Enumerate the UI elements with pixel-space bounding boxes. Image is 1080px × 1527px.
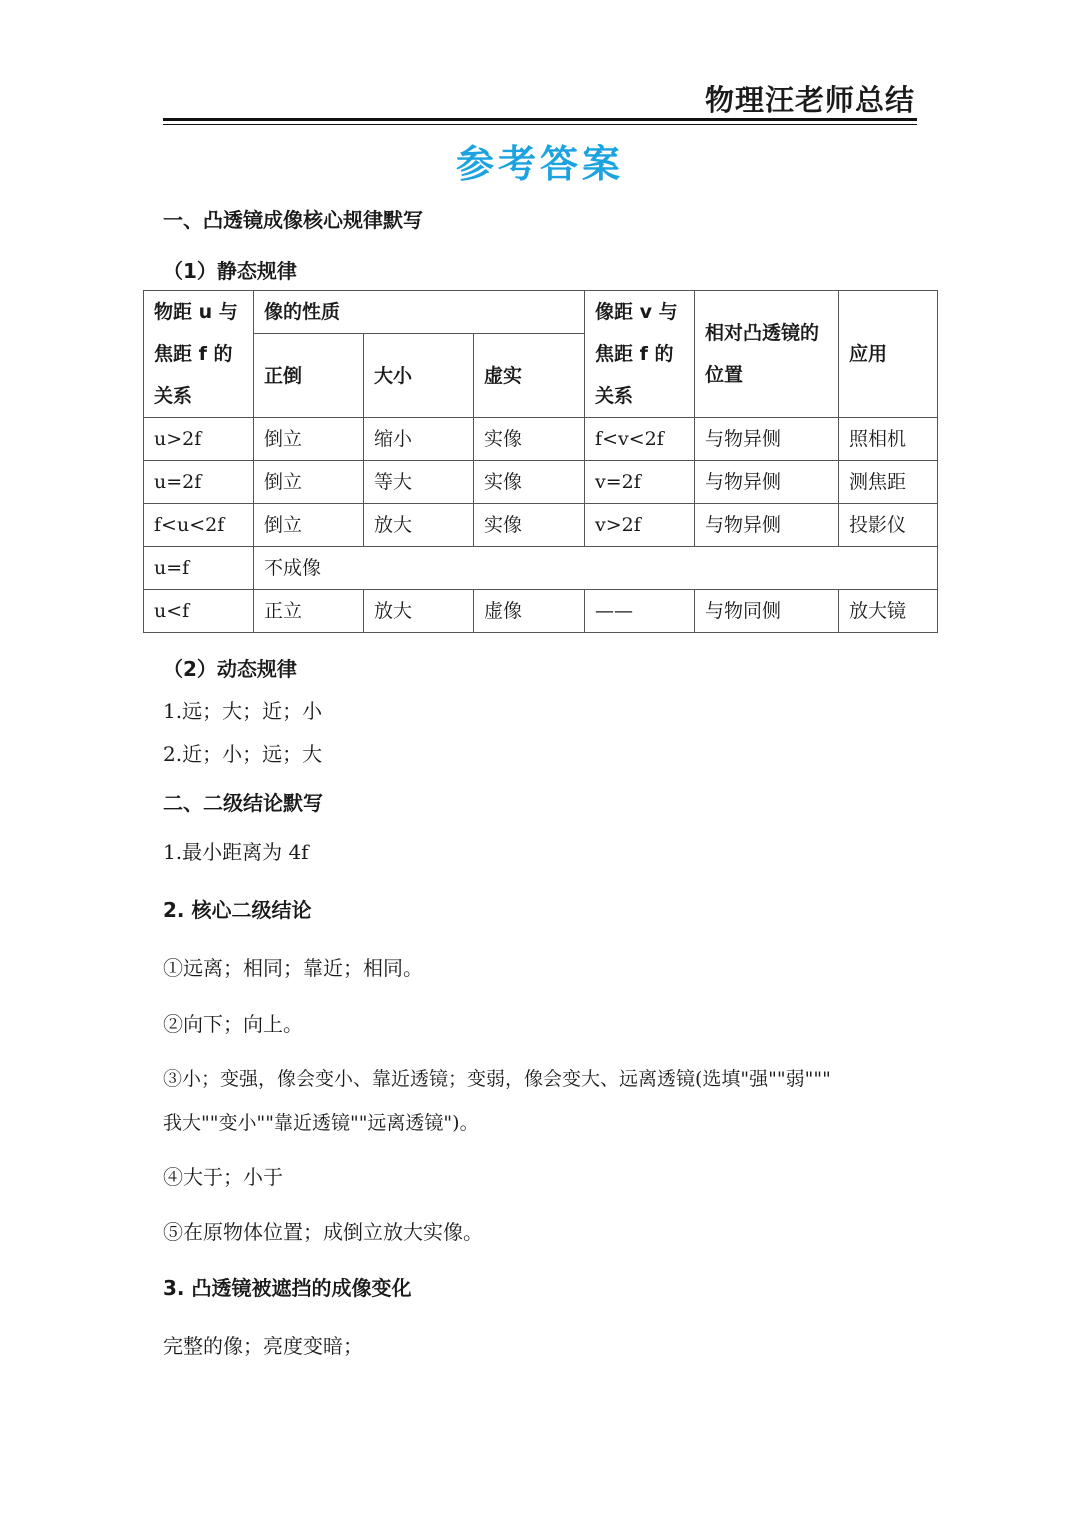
header-application: 应用 xyxy=(839,291,938,418)
dynamic-rule-2: 2.近；小；远；大 xyxy=(163,742,323,766)
cell-orientation: 倒立 xyxy=(254,418,364,461)
cell-no-image: 不成像 xyxy=(254,547,938,590)
lens-rules-table xyxy=(143,290,938,633)
header-rule-thin xyxy=(163,124,917,125)
header-title: 物理汪老师总结 xyxy=(704,83,915,117)
cell-v: v=2f xyxy=(585,461,695,504)
cell-real-virtual: 实像 xyxy=(474,461,585,504)
cell-real-virtual: 实像 xyxy=(474,418,585,461)
cell-position: 与物异侧 xyxy=(695,418,839,461)
cell-u: u<f xyxy=(144,590,254,633)
conclusion-item-3-text: 完整的像；亮度变暗； xyxy=(163,1334,363,1358)
cell-size: 缩小 xyxy=(364,418,474,461)
cell-application: 测焦距 xyxy=(839,461,938,504)
conclusion-item-1: 1.最小距离为 4f xyxy=(163,840,309,864)
cell-orientation: 正立 xyxy=(254,590,364,633)
cell-application: 放大镜 xyxy=(839,590,938,633)
cell-u: u>2f xyxy=(144,418,254,461)
cell-size: 放大 xyxy=(364,504,474,547)
conclusion-c3-line2: 我大""变小""靠近透镜""远离透镜")。 xyxy=(163,1112,479,1134)
static-rules-heading: （1）静态规律 xyxy=(163,259,297,283)
cell-v: v>2f xyxy=(585,504,695,547)
section1-heading: 一、凸透镜成像核心规律默写 xyxy=(163,208,423,232)
cell-application: 投影仪 xyxy=(839,504,938,547)
document-title: 参考答案 xyxy=(455,142,624,186)
cell-position: 与物同侧 xyxy=(695,590,839,633)
conclusion-item-3-heading: 3. 凸透镜被遮挡的成像变化 xyxy=(163,1276,412,1300)
conclusion-c1: ①远离；相同；靠近；相同。 xyxy=(163,956,423,980)
header-real-virtual: 虚实 xyxy=(474,334,585,418)
cell-size: 放大 xyxy=(364,590,474,633)
cell-real-virtual: 虚像 xyxy=(474,590,585,633)
conclusion-c5: ⑤在原物体位置；成倒立放大实像。 xyxy=(163,1220,483,1244)
cell-position: 与物异侧 xyxy=(695,461,839,504)
table-row xyxy=(144,504,938,547)
cell-real-virtual: 实像 xyxy=(474,504,585,547)
dynamic-rules-heading: （2）动态规律 xyxy=(163,657,297,681)
header-size: 大小 xyxy=(364,334,474,418)
table-row xyxy=(144,461,938,504)
conclusion-c2: ②向下；向上。 xyxy=(163,1012,303,1036)
cell-u: f<u<2f xyxy=(144,504,254,547)
header-rule-thick xyxy=(163,118,917,121)
conclusion-item-2-heading: 2. 核心二级结论 xyxy=(163,898,312,922)
conclusion-c4: ④大于；小于 xyxy=(163,1165,283,1189)
cell-position: 与物异侧 xyxy=(695,504,839,547)
table-row xyxy=(144,590,938,633)
cell-size: 等大 xyxy=(364,461,474,504)
table-row xyxy=(144,418,938,461)
header-image-nature: 像的性质 xyxy=(254,291,585,334)
cell-orientation: 倒立 xyxy=(254,504,364,547)
cell-application: 照相机 xyxy=(839,418,938,461)
dynamic-rule-1: 1.远；大；近；小 xyxy=(163,699,323,723)
header-image-distance: 像距 v 与焦距 f 的关系 xyxy=(585,291,695,418)
header-object-distance: 物距 u 与焦距 f 的关系 xyxy=(144,291,254,418)
header-position: 相对凸透镜的位置 xyxy=(695,291,839,418)
cell-v: —— xyxy=(585,590,695,633)
cell-u: u=2f xyxy=(144,461,254,504)
cell-u: u=f xyxy=(144,547,254,590)
table-row xyxy=(144,547,938,590)
section2-heading: 二、二级结论默写 xyxy=(163,791,323,815)
conclusion-c3-line1: ③小；变强，像会变小、靠近透镜；变弱，像会变大、远离透镜(选填"强""弱""" xyxy=(163,1068,831,1090)
cell-orientation: 倒立 xyxy=(254,461,364,504)
header-orientation: 正倒 xyxy=(254,334,364,418)
cell-v: f<v<2f xyxy=(585,418,695,461)
